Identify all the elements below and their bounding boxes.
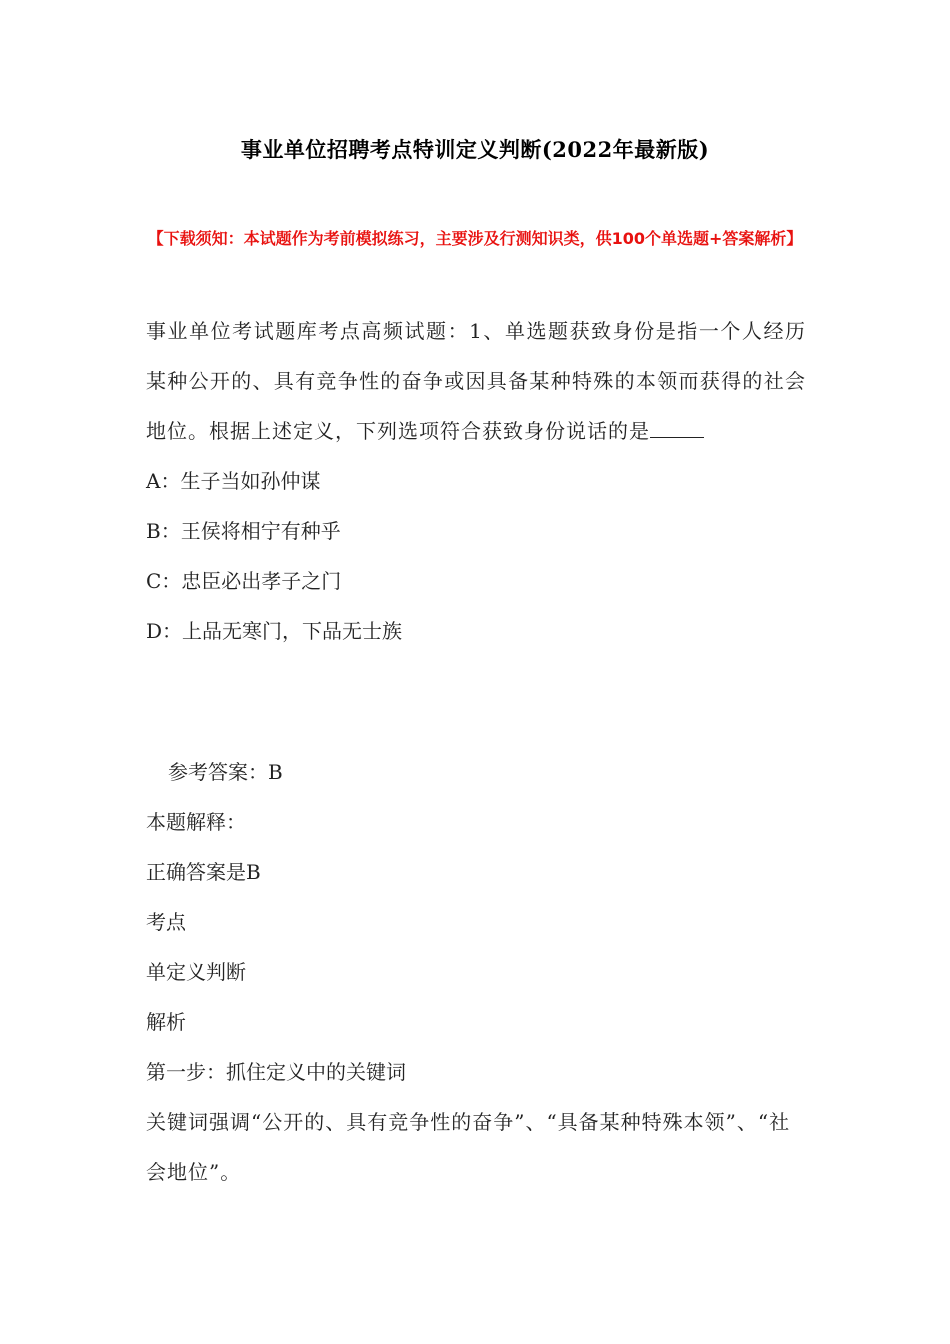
document-title: 事业单位招聘考点特训定义判断(2022年最新版): [240, 137, 710, 162]
kaodian-label: 考点: [146, 910, 186, 934]
kaodian-value: 单定义判断: [146, 960, 246, 984]
option-d: D：上品无寒门，下品无士族: [146, 619, 403, 643]
download-notice: 【下载须知：本试题作为考前模拟练习，主要涉及行测知识类，供100个单选题+答案解析】: [147, 229, 803, 248]
answer-block: [146, 747, 806, 1197]
answer-blank: [650, 417, 704, 438]
keywords-text: 关键词强调“公开的、具有竞争性的奋争”、“具备某种特殊本领”、“社会地位”。: [146, 1110, 791, 1184]
question-stem: 事业单位考试题库考点高频试题：1、单选题获致身份是指一个人经历某种公开的、具有竞争性的奋争或因具备某种特殊的本领而获得的社会地位。根据上述定义，下列选项符合获致身份说话的是: [146, 319, 806, 443]
jiexi-label: 解析: [146, 1010, 186, 1034]
step-one: 第一步：抓住定义中的关键词: [146, 1060, 406, 1084]
option-a: A：生子当如孙仲谋: [146, 469, 321, 493]
explanation-label: 本题解释：: [146, 810, 246, 834]
question-block: [146, 306, 806, 656]
reference-answer: 参考答案：B: [168, 760, 283, 784]
option-c: C：忠臣必出孝子之门: [146, 569, 342, 593]
correct-answer: 正确答案是B: [146, 860, 261, 884]
option-b: B：王侯将相宁有种乎: [146, 519, 341, 543]
question-text: [146, 306, 806, 456]
